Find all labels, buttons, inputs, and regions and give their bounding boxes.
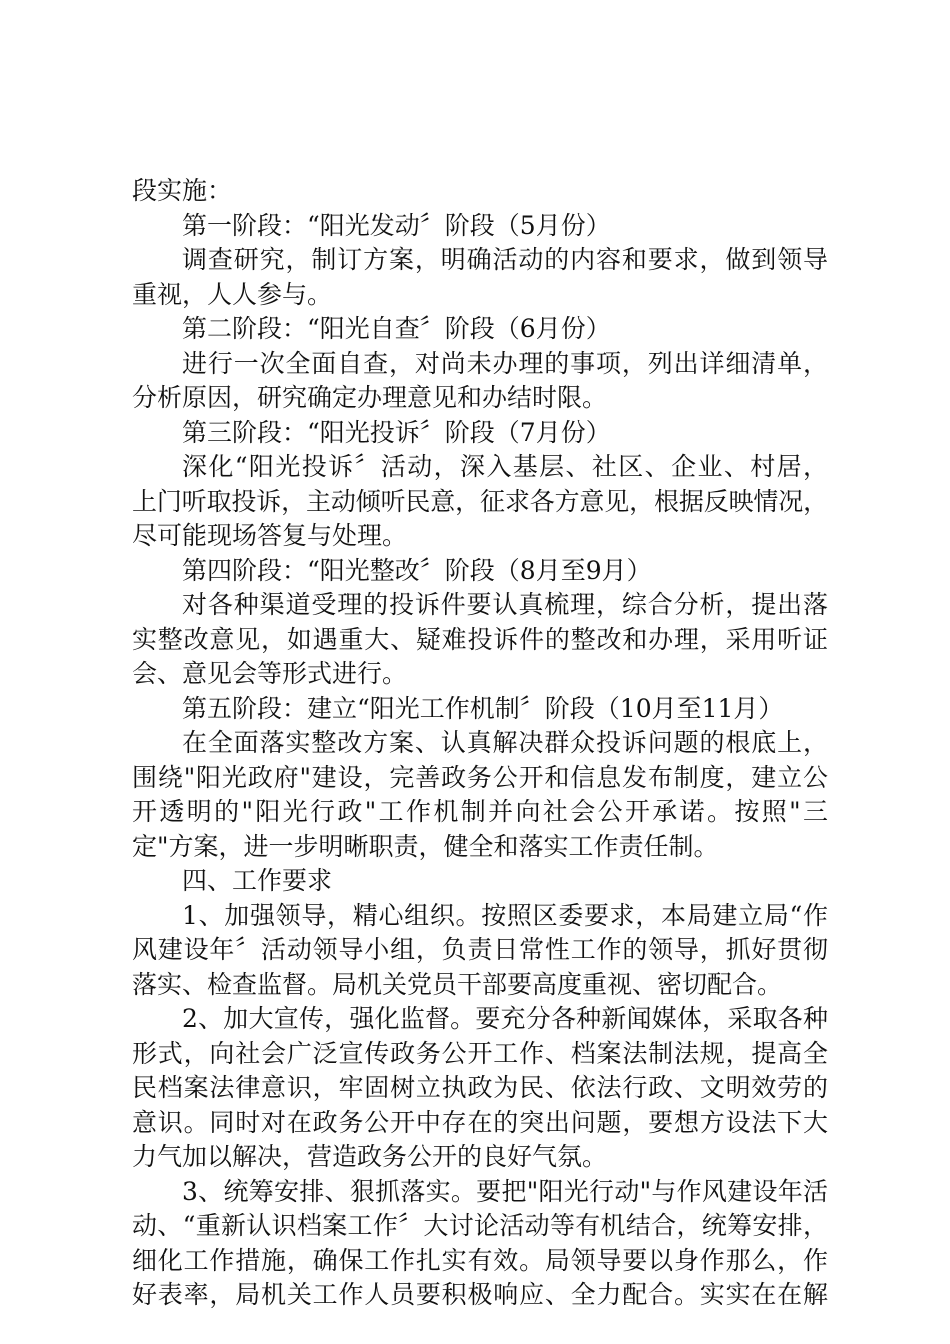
heading-stage-4: 第四阶段：“阳光整改〞阶段（8月至9月） [182, 555, 652, 585]
text-line: 深化“阳光投诉〞活动，深入基层、社区、企业、村居， [182, 452, 828, 481]
text-line: 尽可能现场答复与处理。 [132, 521, 408, 550]
text-line: 形式，向社会广泛宣传政务公开工作、档案法制法规，提高全 [132, 1038, 828, 1068]
text-line: 风建设年〞活动领导小组，负责日常性工作的领导，抓好贯彻 [132, 935, 828, 964]
text-line: 3、统筹安排、狠抓落实。要把"阳光行动"与作风建设年活 [182, 1176, 828, 1206]
text-line: 民档案法律意识，牢固树立执政为民、依法行政、文明效劳的 [132, 1073, 828, 1102]
text-line: 实整改意见，如遇重大、疑难投诉件的整改和办理，采用听证 [132, 624, 828, 654]
text-line: 意识。同时对在政务公开中存在的突出问题，要想方设法下大 [132, 1107, 828, 1137]
text-line: 好表率，局机关工作人员要积极响应、全力配合。实实在在解 [132, 1280, 828, 1309]
heading-stage-2: 第二阶段：“阳光自查〞阶段（6月份） [182, 314, 611, 343]
text-line: 对各种渠道受理的投诉件要认真梳理，综合分析，提出落 [182, 590, 828, 619]
heading-stage-1: 第一阶段：“阳光发动〞阶段（5月份） [182, 210, 611, 240]
text-line: 调查研究，制订方案，明确活动的内容和要求，做到领导 [182, 245, 828, 274]
text-line: 在全面落实整改方案、认真解决群众投诉问题的根底上， [182, 728, 828, 757]
text-line: 进行一次全面自查，对尚未办理的事项，列出详细清单， [182, 348, 828, 378]
text-line: 定"方案，进一步明晰职责，健全和落实工作责任制。 [132, 831, 719, 861]
text-line: 2、加大宣传，强化监督。要充分各种新闻媒体，采取各种 [182, 1004, 828, 1033]
text-line: 上门听取投诉，主动倾听民意，征求各方意见，根据反映情况， [132, 486, 829, 516]
text-line: 力气加以解决，营造政务公开的良好气氛。 [132, 1142, 608, 1171]
text-line: 分析原因，研究确定办理意见和办结时限。 [132, 383, 608, 412]
document-body [132, 174, 828, 1313]
text-line: 动、“重新认识档案工作〞大讨论活动等有机结合，统筹安排， [132, 1211, 828, 1240]
text-line: 开透明的"阳光行政"工作机制并向社会公开承诺。按照"三 [132, 797, 828, 826]
text-line: 段实施： [132, 176, 233, 205]
section-heading-requirements: 四、工作要求 [182, 866, 333, 895]
text-line: 落实、检查监督。局机关党员干部要高度重视、密切配合。 [132, 969, 783, 999]
text-line: 重视，人人参与。 [132, 279, 333, 309]
heading-stage-3: 第三阶段：“阳光投诉〞阶段（7月份） [182, 417, 611, 447]
text-line: 围绕"阳光政府"建设，完善政务公开和信息发布制度，建立公 [132, 762, 828, 792]
text-line: 会、意见会等形式进行。 [132, 659, 408, 688]
heading-stage-5: 第五阶段：建立“阳光工作机制〞阶段（10月至11月） [182, 693, 784, 723]
text-line: 细化工作措施，确保工作扎实有效。局领导要以身作那么，作 [132, 1245, 828, 1275]
text-line: 1、加强领导，精心组织。按照区委要求，本局建立局“作 [182, 900, 828, 930]
